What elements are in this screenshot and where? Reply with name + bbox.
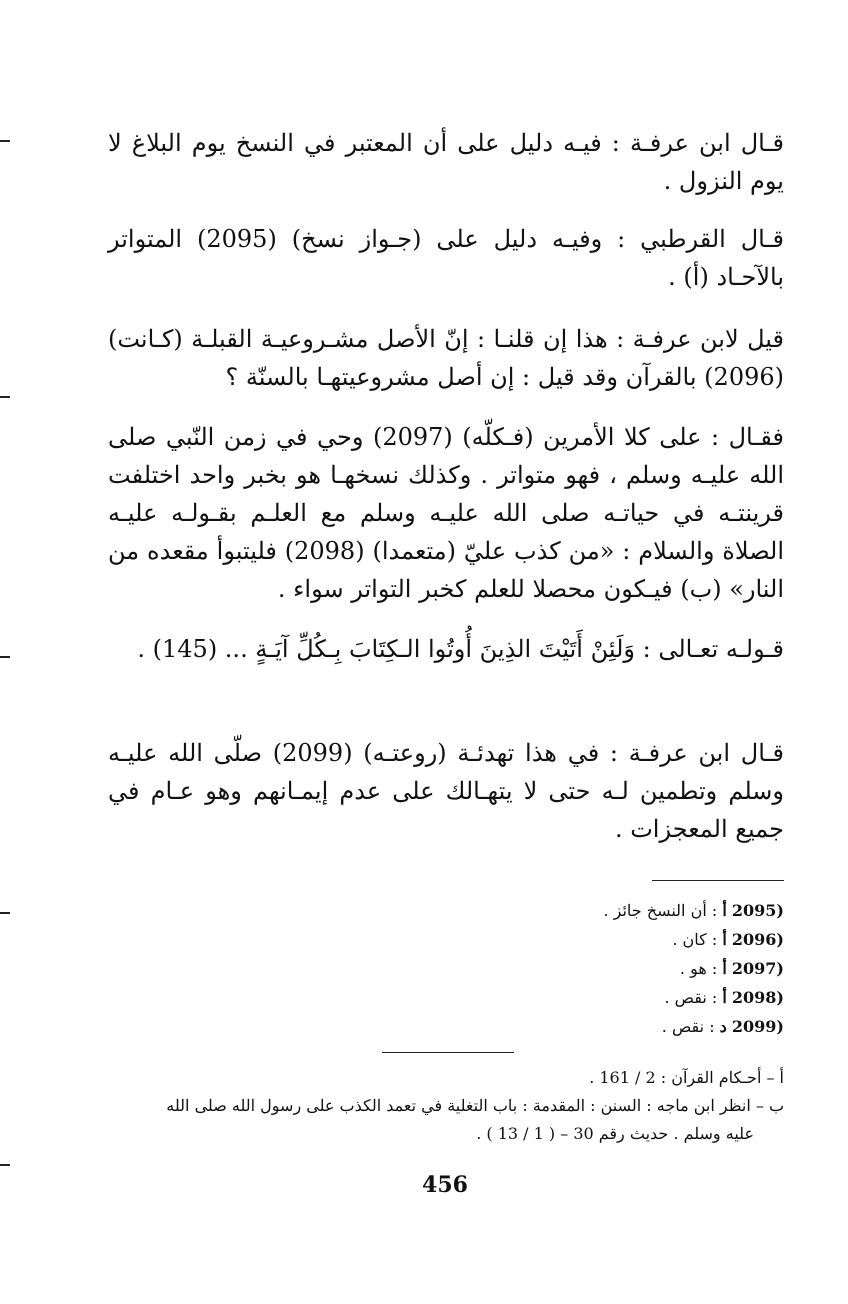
footnote-2097: [380, 954, 784, 983]
footnote-2099: [380, 1012, 784, 1041]
footnotes-list: [380, 896, 784, 1041]
footnote-number: (2097: [731, 959, 784, 978]
footnote-number: (2098: [731, 988, 784, 1007]
reference-b-line2: عليه وسلم . حديث رقم 30 – ( 1 / 13 ) .: [476, 1124, 754, 1143]
footnote-manuscript: أ: [722, 988, 727, 1007]
paragraph-ibn-arafa-naskh: قـال ابن عرفـة : فيـه دليل على أن المعتبر في النسخ يوم البلاغ لا يوم النزول .: [108, 129, 784, 195]
footnote-manuscript: أ: [722, 901, 727, 920]
binding-edge-mark: [0, 912, 10, 914]
paragraph-quran-verse: قـولـه تعـالى : وَلَئِنْ أَتَيْتَ الذِينَ أُوتُوا الـكِتَابَ بِـكُلِّ آيَـةٍ ... (145) .: [137, 635, 784, 663]
reference-a: أ – أحـكام القرآن : 2 / 161 .: [589, 1068, 784, 1087]
footnote-2098: [380, 983, 784, 1012]
reference-divider: [382, 1052, 514, 1053]
footnote-manuscript: أ: [722, 930, 727, 949]
reference-b-line1: ب – انظر ابن ماجه : السنن : المقدمة : باب التغلية في تعمد الكذب على رسول الله صلى الله: [166, 1096, 784, 1115]
footnote-text: : نقص .: [664, 988, 718, 1007]
page-number: 456: [422, 1172, 468, 1198]
footnote-number: (2096: [731, 930, 784, 949]
paragraph-qurtubi: قـال القرطبي : وفيـه دليل على (جـواز نسخ) (2095) المتواتر بالآحـاد (أ) .: [108, 225, 784, 291]
paragraph-tahdia: قـال ابن عرفـة : في هذا تهدئـة (روعتـه) (2099) صلّى الله عليـه وسلم وتطمين لـه حتى لا يتهـالك على عدم إيمـانهم وهو عـام في جميع المعجزات .: [108, 739, 785, 843]
binding-edge-mark: [0, 140, 10, 142]
footnote-text: : أن النسخ جائز .: [603, 901, 718, 920]
footnote-number: (2095: [731, 901, 784, 920]
binding-edge-mark: [0, 656, 10, 658]
footnote-2096: [380, 925, 784, 954]
binding-edge-mark: [0, 396, 10, 398]
footnote-2095: [380, 896, 784, 925]
footnote-number: (2099: [731, 1017, 784, 1036]
footnote-text: : نقص .: [661, 1017, 715, 1036]
footnote-text: : هو .: [679, 959, 718, 978]
footnote-divider: [652, 880, 784, 881]
footnote-manuscript: د: [719, 1017, 727, 1036]
footnote-manuscript: أ: [722, 959, 727, 978]
footnote-text: : كان .: [672, 930, 718, 949]
binding-edge-mark: [0, 1164, 10, 1166]
paragraph-answer: فقـال : على كلا الأمرين (فـكلّه) (2097) وحي في زمن النّبي صلى الله عليـه وسلم ، فهو متواتر . وكذلك نسخهـا هو بخبر واحد اختلفت قرينتـه في حياتـه صلى الله عليـه وسلم مع العلـم بقـولـه عليـه الصلاة والسلام : «من كذب عليّ (متعمدا) (2098) فليتبوأ مقعده من النار» (ب) فيـكون محصلا للعلم كخبر التواتر سواء .: [108, 423, 784, 603]
references-list: [108, 1064, 784, 1148]
paragraph-qibla-question: قيل لابن عرفـة : هذا إن قلنـا : إنّ الأصل مشـروعيـة القبلـة (كـانت) (2096) بالقرآن وقد قيل : إن أصل مشروعيتهـا بالسنّة ؟: [108, 325, 784, 391]
